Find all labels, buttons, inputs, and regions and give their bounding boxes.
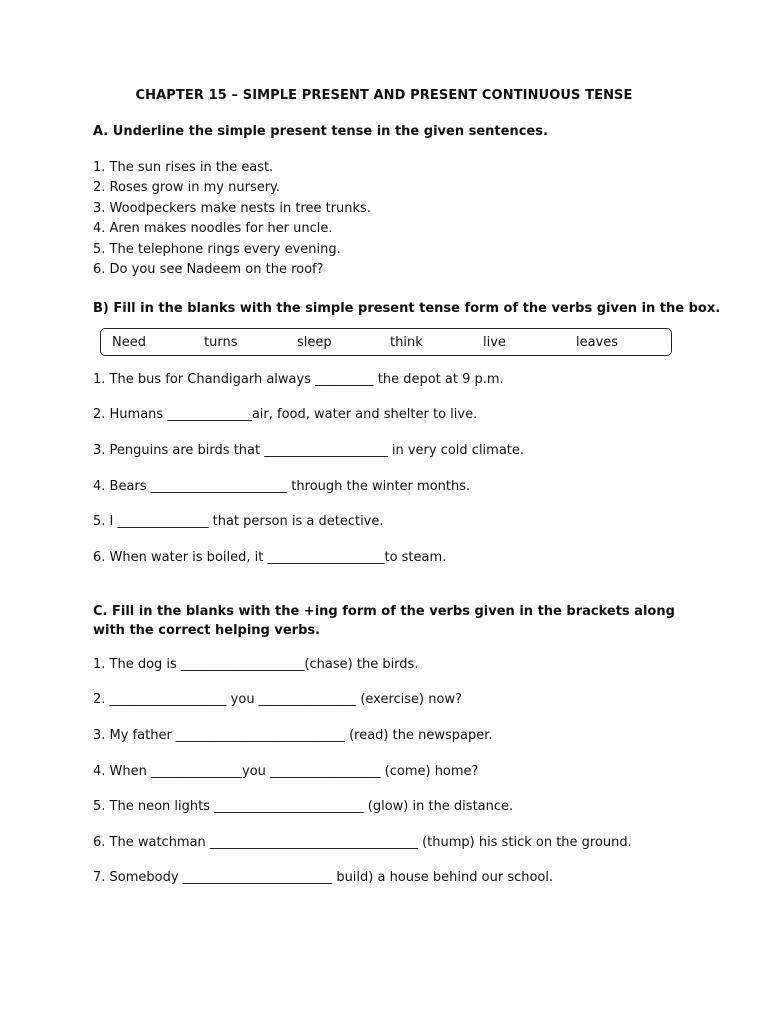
word-box-item: Need xyxy=(112,335,146,350)
section-b-item: 1. The bus for Chandigarh always _________ the depot at 9 p.m. xyxy=(93,372,504,387)
word-box-item: leaves xyxy=(576,335,619,350)
word-box-item: sleep xyxy=(297,335,332,350)
section-a-item: 5. The telephone rings every evening. xyxy=(93,242,341,257)
page-title: CHAPTER 15 – SIMPLE PRESENT AND PRESENT CONTINUOUS TENSE xyxy=(135,88,633,103)
section-a-heading: A. Underline the simple present tense in the given sentences. xyxy=(93,124,548,139)
verb-word-box xyxy=(100,328,672,356)
word-box-item: think xyxy=(390,335,423,350)
section-a-item: 6. Do you see Nadeem on the roof? xyxy=(93,262,324,277)
section-b-item: 4. Bears _____________________ through the winter months. xyxy=(93,479,471,494)
section-b-item: 6. When water is boiled, it __________________to steam. xyxy=(93,550,447,565)
word-box-item: turns xyxy=(204,335,238,350)
section-c-item: 3. My father __________________________ (read) the newspaper. xyxy=(93,728,493,743)
section-b-heading: B) Fill in the blanks with the simple present tense form of the verbs given in the box. xyxy=(93,301,721,316)
section-c-heading: C. Fill in the blanks with the +ing form of the verbs given in the brackets along with the correct helping verbs. xyxy=(93,604,675,638)
section-b-item: 2. Humans _____________air, food, water and shelter to live. xyxy=(93,407,478,422)
section-c-item: 5. The neon lights _______________________ (glow) in the distance. xyxy=(93,799,514,814)
section-c-item: 2. __________________ you _______________ (exercise) now? xyxy=(93,692,462,707)
section-b-item: 3. Penguins are birds that ___________________ in very cold climate. xyxy=(93,443,525,458)
section-a-item: 4. Aren makes noodles for her uncle. xyxy=(93,221,333,236)
word-box-item: live xyxy=(483,335,506,350)
section-a-item: 2. Roses grow in my nursery. xyxy=(93,180,281,195)
section-c-item: 7. Somebody _______________________ build) a house behind our school. xyxy=(93,870,554,885)
section-b-item: 5. I ______________ that person is a detective. xyxy=(93,514,384,529)
section-c-item: 4. When ______________you _________________ (come) home? xyxy=(93,764,479,779)
section-c-item: 1. The dog is ___________________(chase) the birds. xyxy=(93,657,419,672)
section-a-item: 3. Woodpeckers make nests in tree trunks. xyxy=(93,201,371,216)
section-c-item: 6. The watchman ________________________________ (thump) his stick on the ground. xyxy=(93,835,632,850)
section-a-item: 1. The sun rises in the east. xyxy=(93,160,274,175)
